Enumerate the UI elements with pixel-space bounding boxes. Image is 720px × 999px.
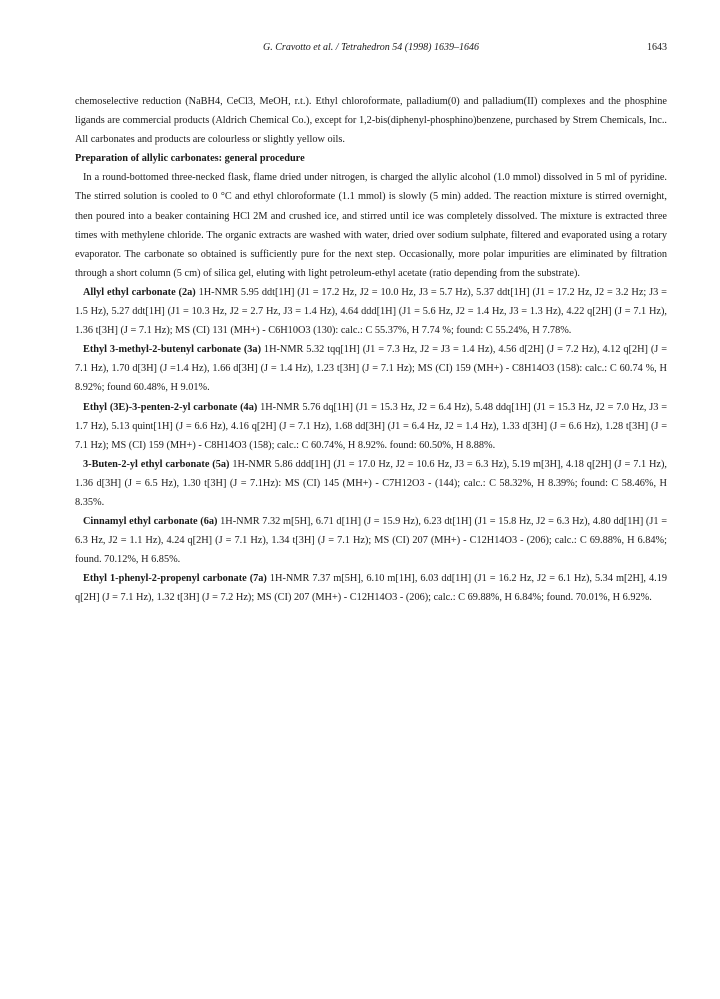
compound-name: Ethyl 1-phenyl-2-propenyl carbonate (7a) [83, 573, 267, 585]
page-number: 1643 [647, 42, 667, 53]
compound-entry [75, 283, 667, 340]
compound-name: Cinnamyl ethyl carbonate (6a) [83, 516, 218, 528]
compound-data: 1H-NMR 7.37 m[5H], 6.10 m[1H], 6.03 dd[1H] (J1 = 16.2 Hz, J2 = 6.1 Hz), 5.34 m[2H], 4.19 q[2H] (J = 7.1 Hz), 1.32 t[3H] (J = 7.2 Hz); MS (CI) 207 (MH+) - C12H14O3 - (206); calc.: C 69.88%, H 6.84%; found. 70.01%, H 6.92%. [75, 573, 668, 604]
intro-paragraph: chemoselective reduction (NaBH4, CeCl3, MeOH, r.t.). Ethyl chloroformate, palladium(0) and palladium(II) complexes and the phosphine ligands are commercial products (Aldrich Chemical Co.), except for 1,2-bis(diphenyl-phosphino)benzene, purchased by Strem Chemicals, Inc.. All carbonates and products are colourless or slightly yellow oils. [75, 96, 667, 146]
compound-name: Ethyl (3E)-3-penten-2-yl carbonate (4a) [83, 401, 258, 413]
section-heading: Preparation of allylic carbonates: general procedure [75, 153, 305, 165]
compound-entry [75, 340, 667, 397]
compound-name: Allyl ethyl carbonate (2a) [83, 286, 196, 298]
compound-entry [75, 569, 667, 607]
compound-name: 3-Buten-2-yl ethyl carbonate (5a) [83, 458, 230, 470]
procedure-paragraph: In a round-bottomed three-necked flask, flame dried under nitrogen, is charged the allylic alcohol (1.0 mmol) dissolved in 5 ml of pyridine. The stirred solution is cooled to 0 °C and ethyl chloroformate (1.1 mmol) is slowly (5 min) added. The reaction mixture is stirred overnight, then poured into a beaker containing HCl 2M and crushed ice, and stirred until ice was completely dissolved. The mixture is extracted three times with methylene chloride. The organic extracts are washed with water, dried over sodium sulphate, filtered and evaporated using a rotary evaporator. The carbonate so obtained is sufficiently pure for the next step. Occasionally, more polar impurities are eliminated by filtration through a short column (5 cm) of silica gel, eluting with light petroleum-ethyl acetate (ratio depending from the substrate). [75, 172, 667, 279]
compound-data: 1H-NMR 7.32 m[5H], 6.71 d[1H] (J = 15.9 Hz), 6.23 dt[1H] (J1 = 15.8 Hz, J2 = 6.3 Hz), 4.80 dd[1H] (J1 = 6.3 Hz, J2 = 1.1 Hz), 4.24 q[2H] (J = 7.1 Hz), 1.34 t[3H] (J = 7.1 Hz); MS (CI) 207 (MH+) - C12H14O3 - (206); calc.: C 69.88%, H 6.84%; found. 70.12%, H 6.85%. [75, 516, 667, 566]
compound-data: 1H-NMR 5.95 ddt[1H] (J1 = 17.2 Hz, J2 = 10.0 Hz, J3 = 5.7 Hz), 5.37 ddt[1H] (J1 = 17.2 Hz, J2 = 3.2 Hz; J3 = 1.5 Hz), 5.27 ddt[1H] (J1 = 10.3 Hz, J2 = 2.7 Hz, J3 = 1.4 Hz), 4.64 ddd[1H] (J1 = 5.6 Hz, J2 = 1.4 Hz, J3 = 1.3 Hz), 4.22 q[2H] (J = 7.1 Hz), 1.36 t[3H] (J = 7.1 Hz); MS (CI) 131 (MH+) - C6H10O3 (130): calc.: C 55.37%, H 7.74 %; found: C 55.24%, H 7.78%. [75, 286, 667, 337]
compound-entry [75, 512, 667, 569]
compound-data: 1H-NMR 5.32 tqq[1H] (J1 = 7.3 Hz, J2 = J3 = 1.4 Hz), 4.56 d[2H] (J = 7.2 Hz), 4.12 q[2H] (J = 7.1 Hz), 1.70 d[3H] (J =1.4 Hz), 1.66 d[3H] (J = 1.4 Hz), 1.23 t[3H] (J = 7.1 Hz); MS (CI) 159 (MH+) - C8H14O3 (158): calc.: C 60.74 %, H 8.92%; found 60.48%, H 9.01%. [75, 344, 667, 394]
running-header [75, 42, 667, 56]
running-title: G. Cravotto et al. / Tetrahedron 54 (1998) 1639–1646 [263, 42, 479, 53]
compound-name: Ethyl 3-methyl-2-butenyl carbonate (3a) [83, 344, 262, 356]
compound-entry [75, 398, 667, 455]
compound-data: 1H-NMR 5.86 ddd[1H] (J1 = 17.0 Hz, J2 = 10.6 Hz, J3 = 6.3 Hz), 5.19 m[3H], 4.18 q[2H] (J = 7.1 Hz), 1.36 d[3H] (J = 6.5 Hz), 1.30 t[3H] (J = 7.1Hz): MS (CI) 145 (MH+) - C7H12O3 - (144); calc.: C 58.32%, H 8.39%; found: C 58.46%, H 8.35%. [75, 458, 667, 508]
compound-entry [75, 455, 667, 512]
compound-data: 1H-NMR 5.76 dq[1H] (J1 = 15.3 Hz, J2 = 6.4 Hz), 5.48 ddq[1H] (J1 = 15.3 Hz, J2 = 7.0 Hz, J3 = 1.7 Hz), 5.13 quint[1H] (J = 6.6 Hz), 4.16 q[2H] (J = 7.1 Hz), 1.68 dd[3H] (J1 = 6.4 Hz, J2 = 1.4 Hz), 1.33 d[3H] (J = 6.6 Hz), 1.28 t[3H] (J = 7.1 Hz); MS (CI) 159 (MH+) - C8H14O3 (158); calc.: C 60.74%, H 8.92%. found: 60.50%, H 8.88%. [75, 401, 668, 451]
article-body [75, 92, 667, 608]
